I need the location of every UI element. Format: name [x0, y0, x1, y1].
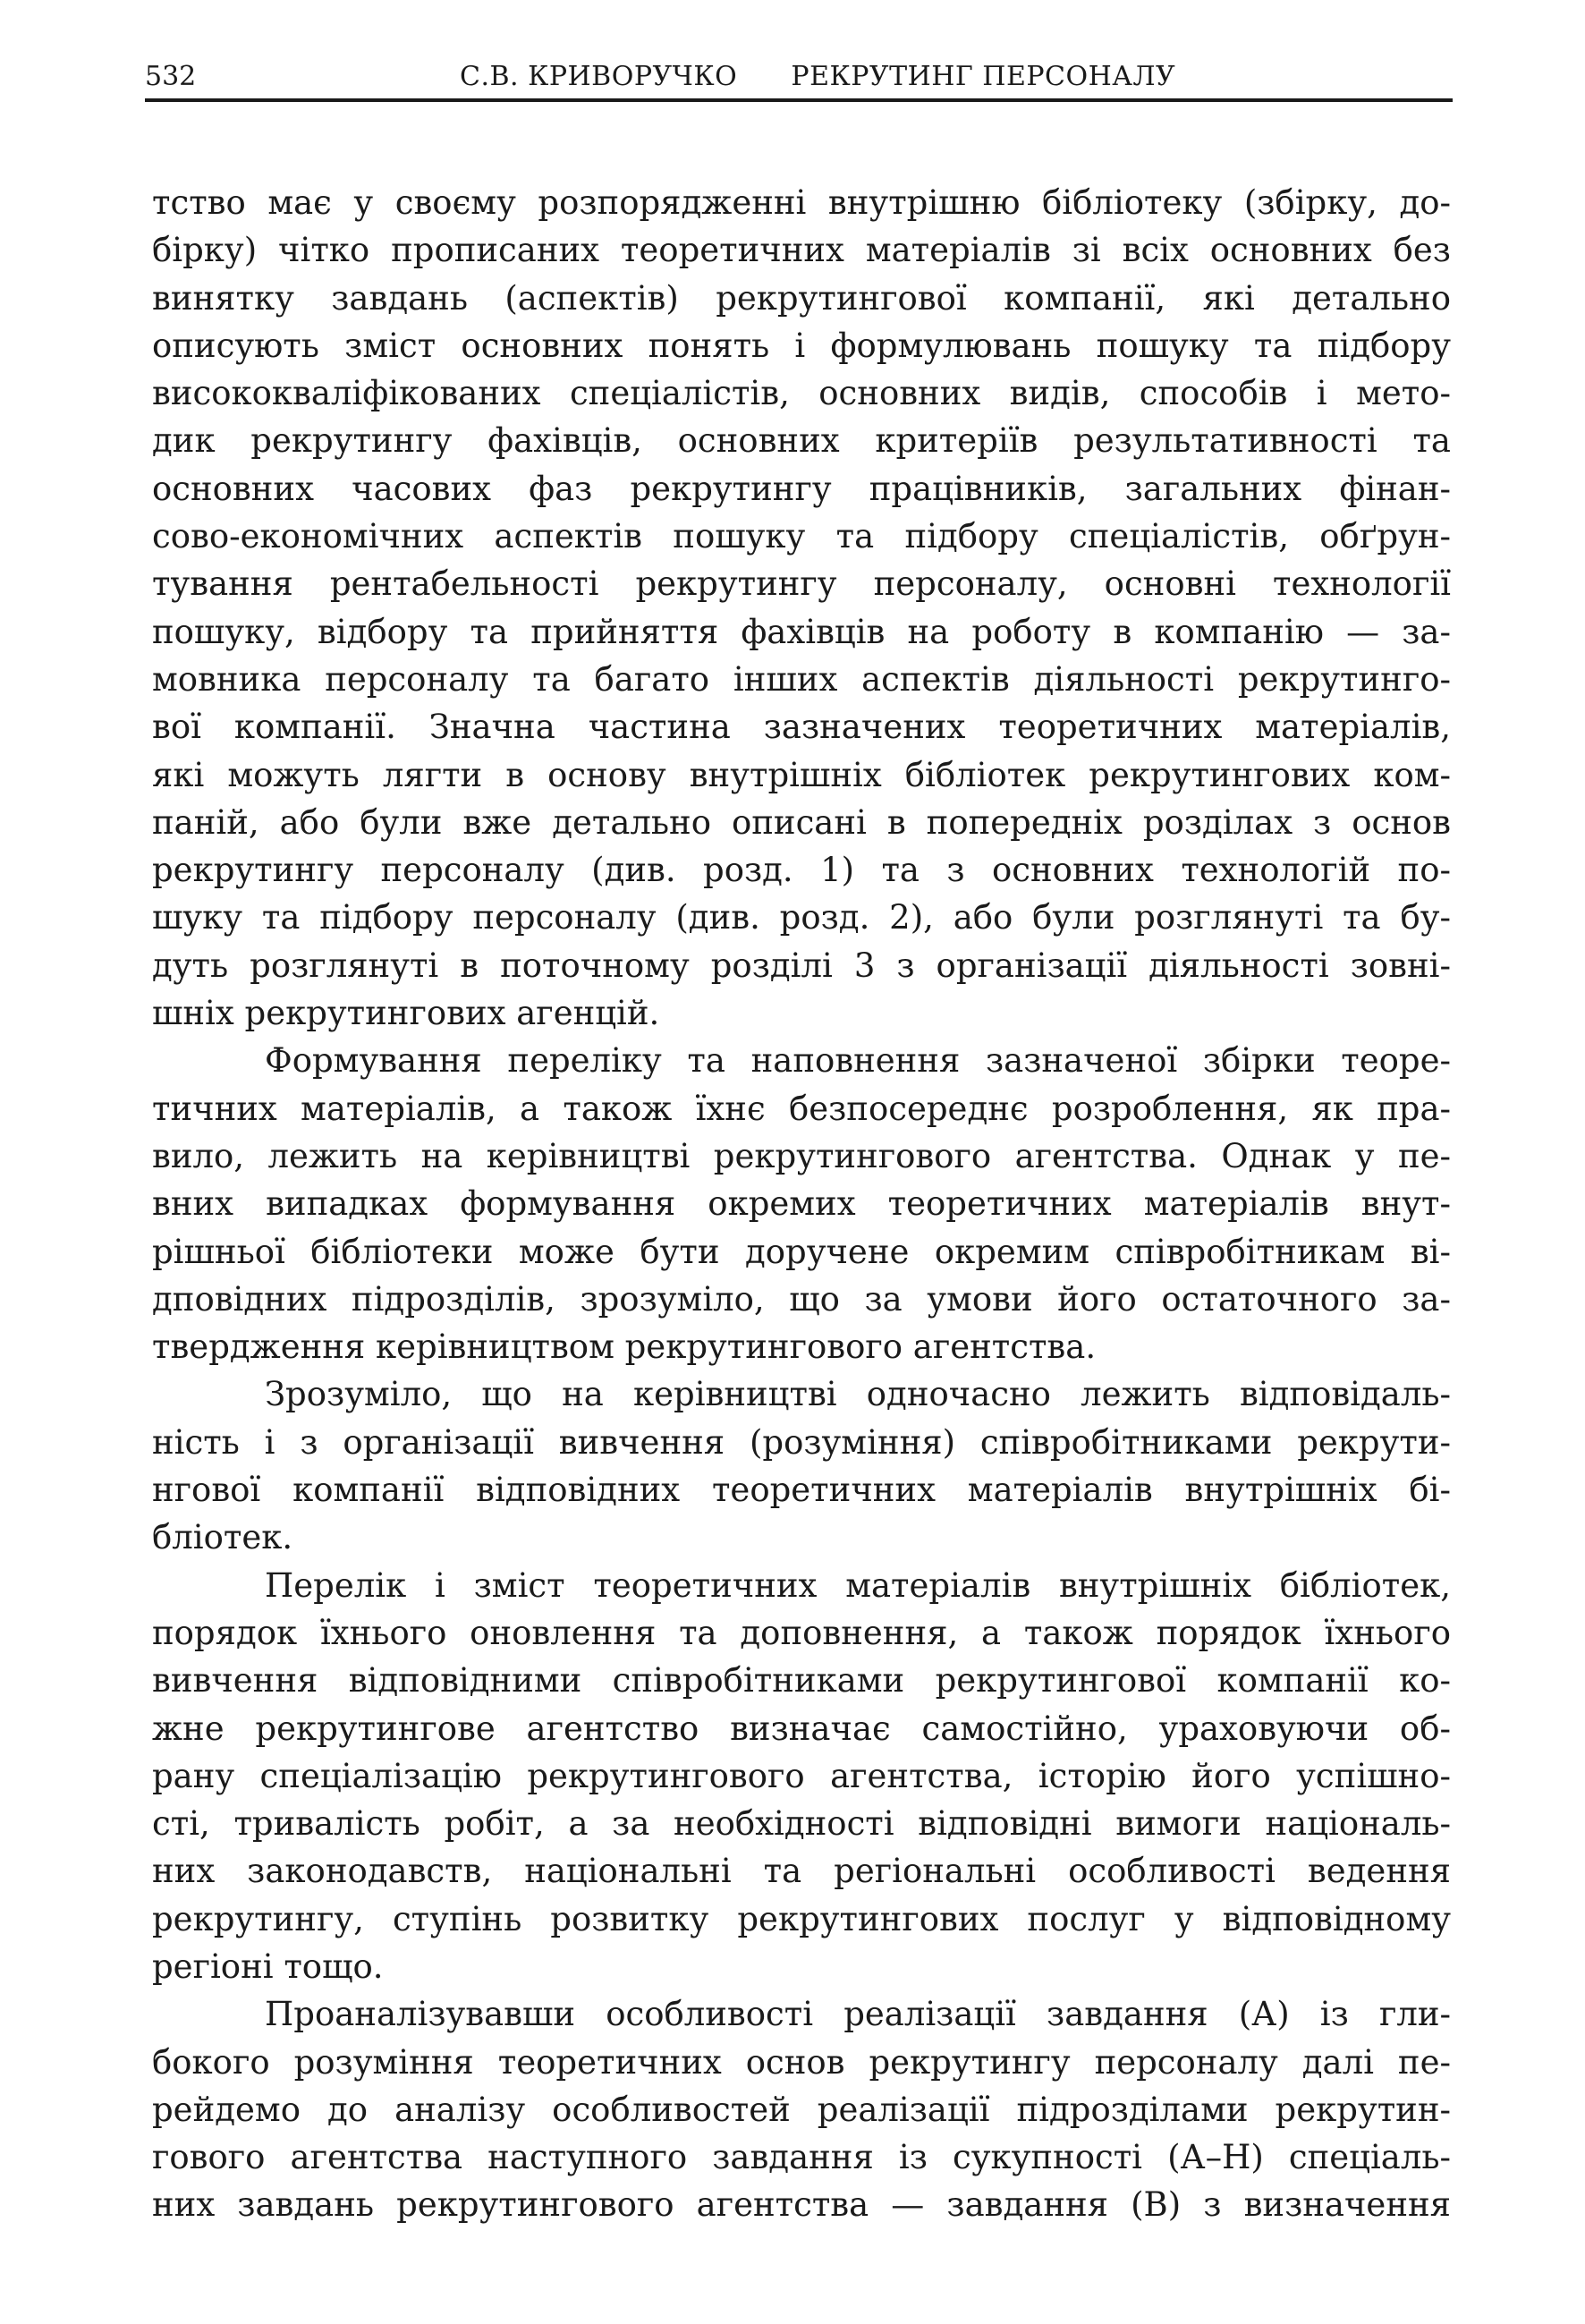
- text-line: дповідних підрозділів, зрозуміло, що за умови його остаточного за-: [152, 1279, 1451, 1319]
- text-line: вних випадках формування окремих теоретичних матеріалів внут-: [152, 1184, 1451, 1224]
- text-line: Формування переліку та наповнення зазначеної збірки теоре-: [265, 1041, 1451, 1081]
- text-line: Перелік і зміст теоретичних матеріалів внутрішніх бібліотек,: [265, 1565, 1451, 1605]
- text-line: Зрозуміло, що на керівництві одночасно лежить відповідаль-: [265, 1375, 1451, 1414]
- text-line: сово-економічних аспектів пошуку та підбору спеціалістів, обґрун-: [152, 517, 1451, 556]
- text-line: пошуку, відбору та прийняття фахівців на роботу в компанію — за-: [152, 612, 1451, 651]
- text-line: гового агентства наступного завдання із сукупності (А–Н) спеціаль-: [152, 2138, 1451, 2177]
- text-line: тичних матеріалів, а також їхнє безпосереднє розроблення, як пра-: [152, 1089, 1451, 1128]
- text-line: рекрутингу персоналу (див. розд. 1) та з основних технологій по-: [152, 851, 1451, 890]
- text-line: нгової компанії відповідних теоретичних матеріалів внутрішніх бі-: [152, 1471, 1451, 1510]
- text-line: шуку та підбору персоналу (див. розд. 2), або були розглянуті та бу-: [152, 898, 1451, 937]
- text-line: рану спеціалізацію рекрутингового агентства, історію його успішно-: [152, 1756, 1451, 1795]
- text-line: бокого розуміння теоретичних основ рекрутингу персоналу далі пе-: [152, 2042, 1451, 2082]
- text-line: дуть розглянуті в поточному розділі 3 з організації діяльності зовні-: [152, 946, 1451, 985]
- text-line: вої компанії. Значна частина зазначених теоретичних матеріалів,: [152, 708, 1451, 747]
- text-line: шніх рекрутингових агенцій.: [152, 994, 660, 1033]
- text-line: паній, або були вже детально описані в попередніх розділах з основ: [152, 802, 1451, 842]
- text-line: твердження керівництвом рекрутингового агентства.: [152, 1327, 1097, 1367]
- text-line: сті, тривалість робіт, а за необхідності відповідні вимоги національ-: [152, 1804, 1451, 1844]
- text-line: порядок їхнього оновлення та доповнення, а також порядок їхнього: [152, 1613, 1451, 1652]
- text-line: бліотек.: [152, 1518, 293, 1557]
- text-line: Проаналізувавши особливості реалізації завдання (А) із гли-: [265, 1995, 1451, 2034]
- header-rule: [145, 98, 1453, 102]
- text-line: тство має у своєму розпорядженні внутрішню бібліотеку (збірку, до-: [152, 183, 1451, 222]
- text-line: винятку завдань (аспектів) рекрутингової компанії, які детально: [152, 278, 1451, 318]
- text-line: тування рентабельності рекрутингу персоналу, основні технології: [152, 564, 1451, 604]
- text-line: регіоні тощо.: [152, 1947, 384, 1986]
- body-text: [152, 179, 1451, 2229]
- text-line: них законодавств, національні та регіональні особливості ведення: [152, 1852, 1451, 1891]
- text-line: які можуть лягти в основу внутрішніх бібліотек рекрутингових ком-: [152, 755, 1451, 794]
- text-line: вило, лежить на керівництві рекрутингового агентства. Однак у пе-: [152, 1136, 1451, 1175]
- text-line: дик рекрутингу фахівців, основних критеріїв результативності та: [152, 421, 1451, 461]
- text-line: рейдемо до аналізу особливостей реалізації підрозділами рекрутин-: [152, 2090, 1451, 2129]
- text-line: вивчення відповідними співробітниками рекрутингової компанії ко-: [152, 1661, 1451, 1701]
- text-line: основних часових фаз рекрутингу працівників, загальних фінан-: [152, 469, 1451, 508]
- text-line: висококваліфікованих спеціалістів, основних видів, способів і мето-: [152, 374, 1451, 413]
- page-number: 532: [145, 61, 197, 92]
- text-line: мовника персоналу та багато інших аспектів діяльності рекрутинго-: [152, 659, 1451, 699]
- text-line: описують зміст основних понять і формулювань пошуку та підбору: [152, 326, 1451, 365]
- text-line: ність і з організації вивчення (розуміння) співробітниками рекрути-: [152, 1422, 1451, 1462]
- text-line: бірку) чітко прописаних теоретичних матеріалів зі всіх основних без: [152, 231, 1451, 270]
- page-header: [145, 54, 1451, 100]
- text-line: рішньої бібліотеки може бути доручене окремим співробітникам ві-: [152, 1232, 1451, 1271]
- running-title: С.В. КРИВОРУЧКО РЕКРУТИНГ ПЕРСОНАЛУ: [460, 61, 1176, 92]
- text-line: рекрутингу, ступінь розвитку рекрутингових послуг у відповідному: [152, 1899, 1451, 1938]
- text-line: них завдань рекрутингового агентства — завдання (В) з визначення: [152, 2185, 1451, 2225]
- text-line: жне рекрутингове агентство визначає самостійно, ураховуючи об-: [152, 1709, 1451, 1748]
